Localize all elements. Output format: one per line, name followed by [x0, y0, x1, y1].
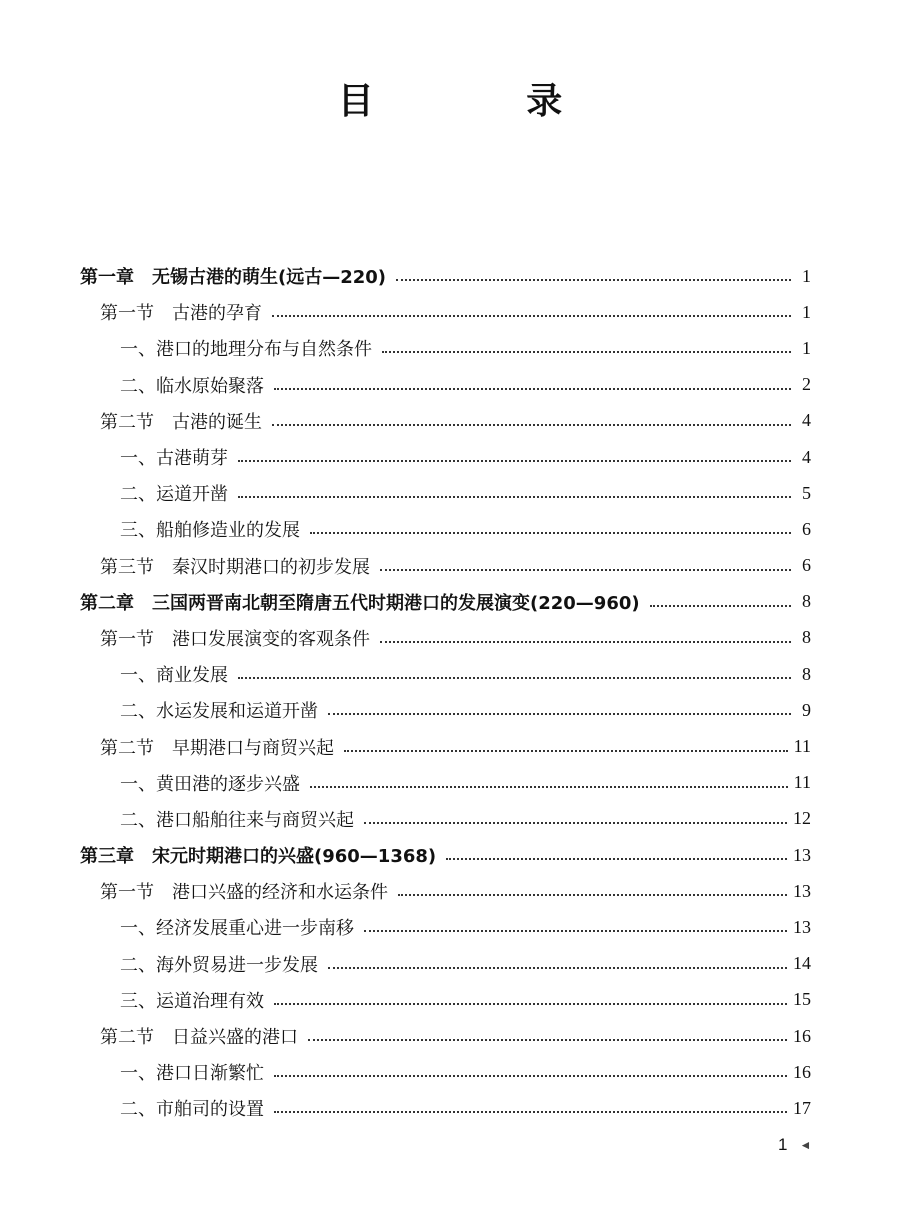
- toc-entry-page-number: 6: [802, 555, 811, 576]
- dot-leader: [380, 569, 791, 571]
- toc-entry-label: 一、黄田港的逐步兴盛: [120, 773, 300, 795]
- toc-entry-label: 一、港口日渐繁忙: [120, 1063, 264, 1085]
- toc-entry-subsection[interactable]: [80, 946, 811, 982]
- toc-entry-section[interactable]: [80, 403, 811, 439]
- dot-leader: [344, 750, 788, 752]
- toc-entry-label: 二、水运发展和运道开凿: [120, 701, 318, 723]
- toc-entry-label: 第一节 港口发展演变的客观条件: [100, 628, 370, 650]
- toc-entry-chapter[interactable]: [80, 837, 811, 873]
- dot-leader: [274, 1075, 787, 1077]
- toc-entry-label: 第一节 古港的孕育: [100, 303, 262, 325]
- dot-leader: [328, 967, 787, 969]
- toc-entry-page-number: 1: [802, 265, 811, 286]
- toc-entry-page-number: 1: [802, 337, 811, 358]
- toc-entry-page-number: 13: [793, 844, 811, 865]
- dot-leader: [238, 460, 791, 462]
- dot-leader: [274, 1111, 787, 1113]
- dot-leader: [364, 930, 787, 932]
- toc-entry-page-number: 2: [802, 374, 811, 395]
- toc-entry-section[interactable]: [80, 873, 811, 909]
- table-of-contents: [80, 258, 811, 1127]
- toc-entry-page-number: 4: [802, 410, 811, 431]
- toc-entry-page-number: 15: [793, 989, 811, 1010]
- left-triangle-icon: ◄: [799, 1138, 812, 1152]
- toc-entry-page-number: 9: [802, 699, 811, 720]
- dot-leader: [274, 1003, 787, 1005]
- dot-leader: [328, 713, 791, 715]
- dot-leader: [238, 496, 791, 498]
- toc-entry-label: 二、临水原始聚落: [120, 375, 264, 397]
- dot-leader: [308, 1039, 787, 1041]
- toc-entry-section[interactable]: [80, 548, 811, 584]
- dot-leader: [382, 351, 791, 353]
- toc-entry-subsection[interactable]: [80, 801, 811, 837]
- page-footer: [778, 1135, 811, 1155]
- toc-entry-page-number: 11: [793, 736, 811, 757]
- toc-entry-label: 第二章 三国两晋南北朝至隋唐五代时期港口的发展演变(220—960): [80, 592, 640, 614]
- toc-entry-label: 二、港口船舶往来与商贸兴起: [120, 809, 354, 831]
- footer-page-number: 1: [778, 1135, 788, 1154]
- toc-entry-page-number: 8: [802, 627, 811, 648]
- toc-entry-page-number: 8: [802, 591, 811, 612]
- dot-leader: [310, 786, 788, 788]
- toc-entry-page-number: 17: [793, 1097, 811, 1118]
- toc-entry-page-number: 13: [793, 916, 811, 937]
- toc-entry-page-number: 12: [793, 808, 811, 829]
- toc-entry-page-number: 6: [802, 518, 811, 539]
- toc-entry-label: 第二节 日益兴盛的港口: [100, 1027, 298, 1049]
- toc-entry-page-number: 16: [793, 1025, 811, 1046]
- toc-entry-subsection[interactable]: [80, 511, 811, 547]
- toc-entry-page-number: 1: [802, 301, 811, 322]
- toc-entry-subsection[interactable]: [80, 982, 811, 1018]
- toc-entry-page-number: 16: [793, 1061, 811, 1082]
- toc-entry-subsection[interactable]: [80, 1090, 811, 1126]
- toc-entry-subsection[interactable]: [80, 330, 811, 366]
- toc-entry-page-number: 4: [802, 446, 811, 467]
- toc-entry-subsection[interactable]: [80, 367, 811, 403]
- toc-entry-label: 二、海外贸易进一步发展: [120, 954, 318, 976]
- dot-leader: [650, 605, 791, 607]
- dot-leader: [272, 424, 791, 426]
- dot-leader: [238, 677, 791, 679]
- toc-entry-label: 二、运道开凿: [120, 484, 228, 506]
- toc-entry-subsection[interactable]: [80, 909, 811, 945]
- toc-entry-page-number: 14: [793, 953, 811, 974]
- toc-entry-chapter[interactable]: [80, 258, 811, 294]
- dot-leader: [310, 532, 791, 534]
- dot-leader: [272, 315, 791, 317]
- toc-entry-chapter[interactable]: [80, 584, 811, 620]
- toc-entry-section[interactable]: [80, 294, 811, 330]
- toc-entry-section[interactable]: [80, 1018, 811, 1054]
- dot-leader: [398, 894, 787, 896]
- dot-leader: [274, 388, 791, 390]
- toc-entry-label: 第一章 无锡古港的萌生(远古—220): [80, 267, 387, 289]
- toc-entry-page-number: 8: [802, 663, 811, 684]
- toc-entry-page-number: 13: [793, 880, 811, 901]
- toc-entry-label: 第三章 宋元时期港口的兴盛(960—1368): [80, 846, 437, 868]
- toc-entry-page-number: 5: [802, 482, 811, 503]
- dot-leader: [380, 641, 791, 643]
- toc-entry-label: 一、港口的地理分布与自然条件: [120, 339, 372, 361]
- toc-entry-subsection[interactable]: [80, 439, 811, 475]
- toc-entry-subsection[interactable]: [80, 1054, 811, 1090]
- toc-entry-section[interactable]: [80, 728, 811, 764]
- dot-leader: [446, 858, 787, 860]
- toc-entry-subsection[interactable]: [80, 475, 811, 511]
- toc-entry-label: 三、船舶修造业的发展: [120, 520, 300, 542]
- toc-entry-label: 第一节 港口兴盛的经济和水运条件: [100, 882, 388, 904]
- toc-entry-subsection[interactable]: [80, 692, 811, 728]
- toc-entry-label: 三、运道治理有效: [120, 990, 264, 1012]
- toc-entry-section[interactable]: [80, 620, 811, 656]
- toc-entry-subsection[interactable]: [80, 656, 811, 692]
- toc-entry-label: 第二节 古港的诞生: [100, 411, 262, 433]
- toc-entry-page-number: 11: [793, 772, 811, 793]
- toc-entry-subsection[interactable]: [80, 765, 811, 801]
- toc-entry-label: 一、古港萌芽: [120, 448, 228, 470]
- page-title: 目 录: [337, 81, 633, 122]
- toc-entry-label: 第三节 秦汉时期港口的初步发展: [100, 556, 370, 578]
- toc-entry-label: 一、商业发展: [120, 665, 228, 687]
- toc-entry-label: 第二节 早期港口与商贸兴起: [100, 737, 334, 759]
- dot-leader: [364, 822, 787, 824]
- toc-entry-label: 一、经济发展重心进一步南移: [120, 918, 354, 940]
- dot-leader: [396, 279, 791, 281]
- toc-entry-label: 二、市舶司的设置: [120, 1099, 264, 1121]
